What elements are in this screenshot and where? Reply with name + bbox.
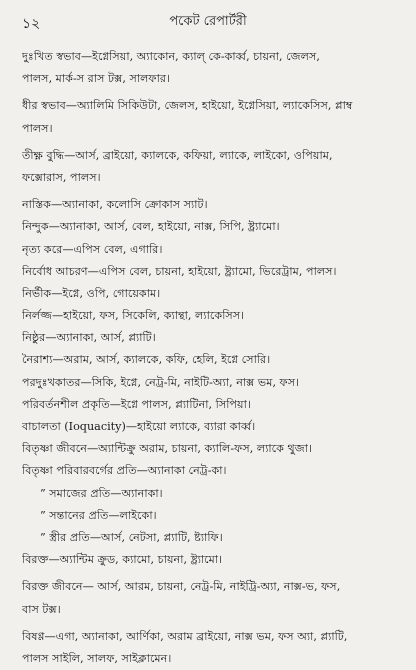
text-line: নিন্দুক—অ্যানাকা, আর্স, বেল, হাইয়ো, নাক্স, সিপি, ষ্ট্র্যামো। (22, 220, 280, 234)
text-line: ” সন্তানের প্রতি—লাইকো। (40, 508, 157, 522)
text-line: নৃত্য করে—এপিস বেল, এগারি। (22, 242, 163, 256)
text-line: ফক্সোরাস, পালস। (22, 170, 101, 184)
text-line: পালস, মার্ক-স রাস টক্স, সালফার। (22, 72, 171, 86)
text-line: নির্লজ্জ—হাইয়ো, ফস, সিকেলি, ক্যান্থা, ল্যাকেসিস। (22, 309, 245, 323)
text-line: তীক্ষ্ণ বুদ্ধি—আর্স, ব্রাইয়ো, ক্যালকে, কফিয়া, ল্যাকে, লাইকো, ওপিয়াম, (22, 148, 333, 162)
text-line: ধীর স্বভাব—অ্যালিমি সিকিউটা, জেলস, হাইয়ো, ইগ্নেসিয়া, ল্যাকেসিস, প্লাম্ব (22, 99, 353, 113)
text-line: পরিবর্তনশীল প্রকৃতি—ইগ্নে পালস, প্ল্যাটিনা, সিপিয়া। (22, 397, 251, 411)
text-line: পালস। (22, 121, 53, 135)
text-line: পরদুঃখকাতর—সিকি, ইগ্নে, নেট্র-মি, নাইটি-অ্যা, নাক্স ভম, ফস। (22, 375, 300, 389)
running-title: পকেট রেপার্টরী (169, 14, 247, 29)
text-line: ” স্ত্রীর প্রতি—আর্স, নেটসা, প্ল্যাটি, ষ্ট্যাফি। (40, 530, 223, 544)
text-line: নির্ভীক—ইগ্নে, ওপি, গোয়েকাম। (22, 286, 161, 300)
text-line: নিষ্ঠুর—অ্যানাকা, আর্স, প্ল্যাটি। (22, 331, 156, 345)
text-line: বিতৃষ্ণা পরিবারবর্গের প্রতি—অ্যানাকা নেট্র-কা। (22, 464, 227, 478)
text-line: বিষণ্ণ—এগা, অ্যানাকা, আর্ণিকা, অরাম ব্রাইয়ো, নাক্স ভম, ফস অ্যা, প্ল্যাটি, (22, 629, 348, 643)
repertory-text (22, 46, 404, 670)
text-line: দুঃখিত স্বভাব—ইগ্নেসিয়া, অ্যাকোন, ক্যাল্ কে-কার্ব্ব, চায়না, জেলস, (22, 50, 320, 63)
text-line: বিতৃষ্ণা জীবনে—অ্যান্টিক্রু অরাম, চায়না, ক্যালি-ফস, ল্যাকে থুজা। (22, 442, 313, 456)
page-header (0, 0, 416, 40)
page-number: ১২ (22, 16, 41, 32)
text-line: নির্বোধ আচরণ—এপিস বেল, চায়না, হাইয়ো, ষ্ট্র্যামো, ভিরেট্রাম, পালস। (22, 264, 337, 278)
text-line: পালস সাইলি, সালফ, সাইক্লামেন। (22, 651, 172, 665)
text-line: ” সমাজের প্রতি—অ্যানাকা। (40, 486, 163, 500)
text-line: বিরক্ত জীবনে— আর্স, আরম, চায়না, নেট্র-মি, নাইট্রি-অ্যা, নাক্স-ভ, ফস, (22, 580, 341, 594)
text-line: বাস টক্স। (22, 602, 61, 616)
text-line: নাস্তিক—অ্যানাকা, কলোসি ক্রোকাস স্যাট। (22, 198, 208, 212)
text-line: নৈরাশ্য—অরাম, আর্স, ক্যালকে, কফি, হেলি, ইগ্নে সোরি। (22, 353, 271, 367)
text-line: বাচালতা (Ioquacity)—হাইয়ো ল্যাকে, ব্যারা কার্ব্ব। (22, 420, 256, 433)
text-line: বিরক্ত—অ্যান্টিম ক্রুড, ক্যামো, চায়না, ষ্ট্র্যামো। (22, 553, 223, 567)
